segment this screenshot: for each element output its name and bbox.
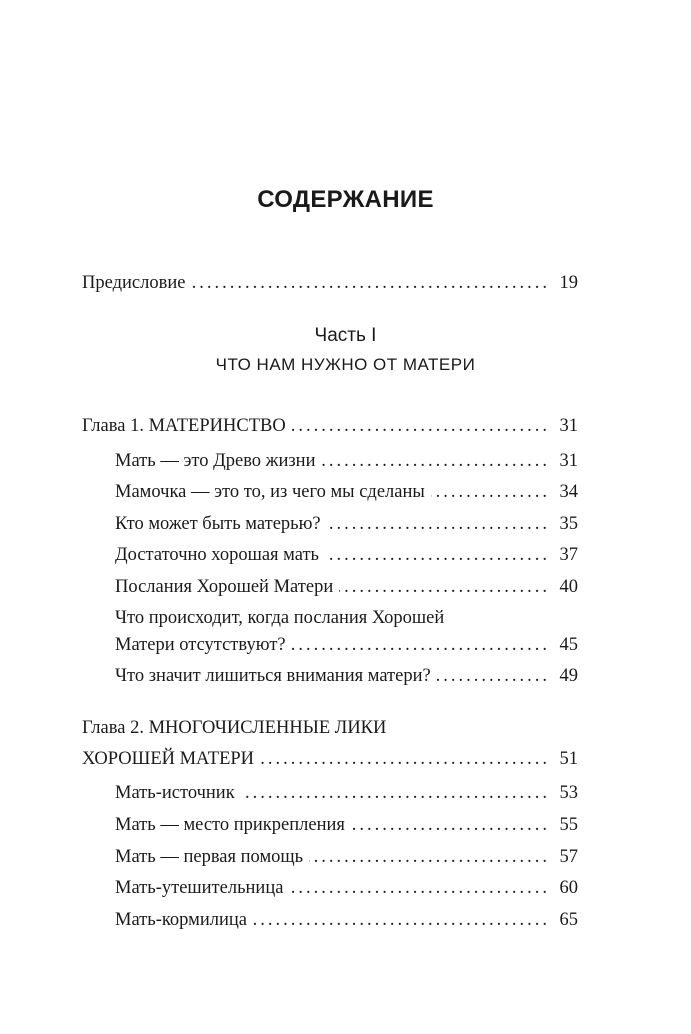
- leader-dots: [437, 664, 550, 688]
- toc-page-number: 53: [559, 783, 578, 803]
- toc-entry-section: [115, 813, 578, 837]
- toc-page-number: 51: [559, 749, 578, 769]
- toc-page-number: 60: [559, 878, 578, 898]
- toc-entry-label-line1: Что происходит, когда послания Хорошей: [115, 608, 445, 628]
- toc-page-number: 19: [559, 273, 578, 293]
- toc-entry-preface: [82, 271, 578, 295]
- toc-page-number: 37: [559, 545, 578, 565]
- toc-entry-label: Глава 1. МАТЕРИНСТВО: [82, 416, 286, 436]
- part-label: Часть I: [314, 325, 377, 346]
- toc-entry-label: Мать — это Древо жизни: [115, 451, 316, 471]
- toc-page-number: 31: [559, 451, 578, 471]
- toc-page-number: 34: [559, 482, 578, 502]
- leader-dots: [321, 449, 550, 473]
- toc-page-number: 57: [559, 847, 578, 867]
- toc-entry-section: [115, 664, 578, 688]
- leader-dots: [241, 781, 550, 805]
- toc-entry-section: [115, 908, 578, 932]
- toc-entry-label: Мать — место прикрепления: [115, 815, 345, 835]
- toc-entry-label: Мать-источник: [115, 783, 235, 803]
- toc-page-number: 45: [559, 635, 578, 655]
- toc-entry-section: [115, 781, 578, 805]
- toc-entry-label-line1: Глава 2. МНОГОЧИСЛЕННЫЕ ЛИКИ: [82, 718, 387, 738]
- toc-entry-label: Что значит лишиться внимания матери?: [115, 666, 431, 686]
- toc-entry-label: Мамочка — это то, из чего мы сделаны: [115, 482, 425, 502]
- toc-entry-label: Кто может быть матерью?: [115, 514, 321, 534]
- toc-entry-section: [115, 449, 578, 473]
- toc-page-number: 35: [559, 514, 578, 534]
- toc-entry-chapter-2: [82, 747, 578, 771]
- page-title: СОДЕРЖАНИЕ: [257, 186, 434, 213]
- leader-dots: [253, 908, 550, 932]
- toc-page-number: 65: [559, 910, 578, 930]
- toc-entry-section: [115, 543, 578, 567]
- toc-entry-label: Предисловие: [82, 273, 186, 293]
- leader-dots: [309, 845, 550, 869]
- leader-dots: [292, 633, 550, 657]
- toc-entry-label: Достаточно хорошая мать: [115, 545, 319, 565]
- toc-entry-section: [115, 876, 578, 900]
- leader-dots: [260, 747, 550, 771]
- toc-entry-label: Мать-кормилица: [115, 910, 247, 930]
- toc-entry-section: [115, 845, 578, 869]
- leader-dots: [431, 480, 550, 504]
- toc-page-number: 49: [559, 666, 578, 686]
- toc-entry-section: [115, 480, 578, 504]
- leader-dots: [327, 512, 550, 536]
- toc-entry-label: ХОРОШЕЙ МАТЕРИ: [82, 749, 255, 769]
- leader-dots: [289, 876, 550, 900]
- toc-entry-section: [115, 633, 578, 657]
- leader-dots: [339, 575, 550, 599]
- leader-dots: [325, 543, 550, 567]
- part-title: ЧТО НАМ НУЖНО ОТ МАТЕРИ: [215, 355, 476, 374]
- toc-entry-section: [115, 512, 578, 536]
- toc-page-number: 40: [559, 577, 578, 597]
- toc-page-number: 31: [559, 416, 578, 436]
- toc-entry-chapter-1: [82, 414, 578, 438]
- leader-dots: [292, 414, 550, 438]
- toc-entry-label: Матери отсутствуют?: [115, 635, 286, 655]
- toc-entry-label: Послания Хорошей Матери: [115, 577, 334, 597]
- toc-entry-label: Мать — первая помощь: [115, 847, 304, 867]
- leader-dots: [191, 271, 550, 295]
- leader-dots: [351, 813, 550, 837]
- toc-entry-section: [115, 575, 578, 599]
- toc-entry-label: Мать-утешительница: [115, 878, 284, 898]
- toc-page-number: 55: [559, 815, 578, 835]
